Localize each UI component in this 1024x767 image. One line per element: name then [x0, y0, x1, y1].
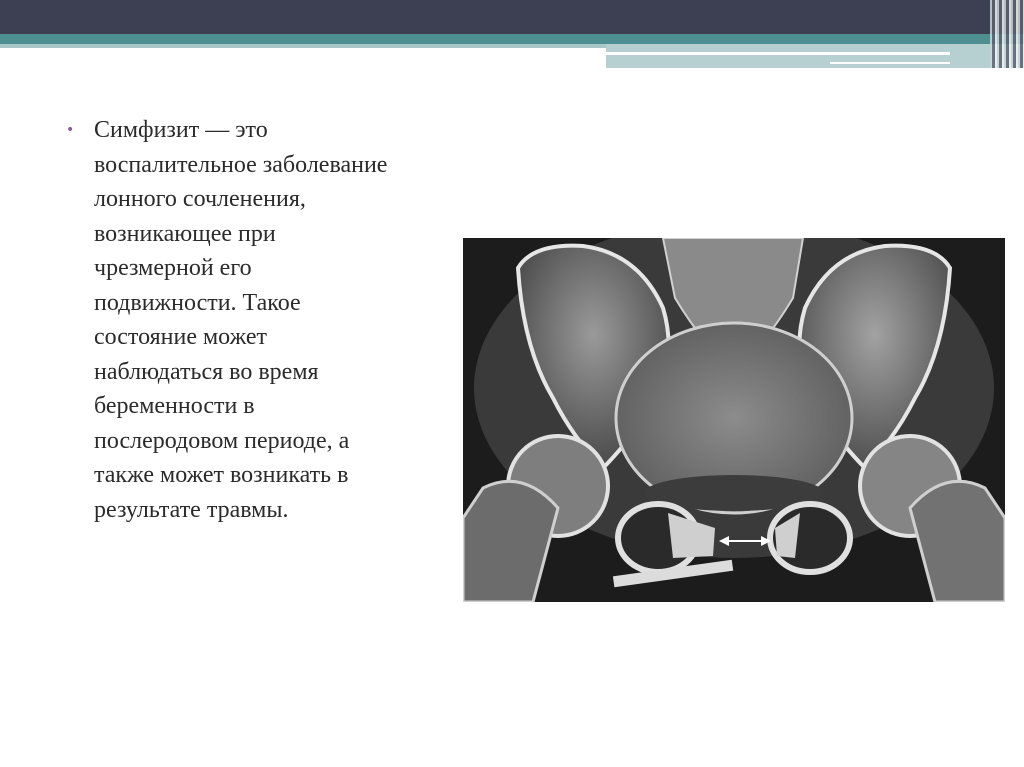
- header-band-light: [0, 44, 606, 48]
- header-band-dark: [0, 0, 1024, 34]
- pelvis-xray-image: [463, 238, 1005, 602]
- header-right-line: [606, 52, 950, 55]
- bullet-icon: •: [66, 122, 75, 138]
- header-stripes: [990, 0, 1024, 68]
- bullet-item: [66, 113, 486, 527]
- content-text-block: [66, 113, 486, 527]
- header-right-block: [606, 44, 1024, 68]
- header-band-teal: [0, 34, 1024, 44]
- header-right-line-short: [830, 62, 950, 64]
- pelvis-xray-illustration: [463, 238, 1005, 602]
- bullet-text: Симфизит — это воспалительное заболевание лонного сочленения, возникающее при чрезмерной его подвижности. Такое состояние может наблюдаться во время беременности в послеродовом периоде, а также может возникать в результате травмы.: [94, 117, 388, 523]
